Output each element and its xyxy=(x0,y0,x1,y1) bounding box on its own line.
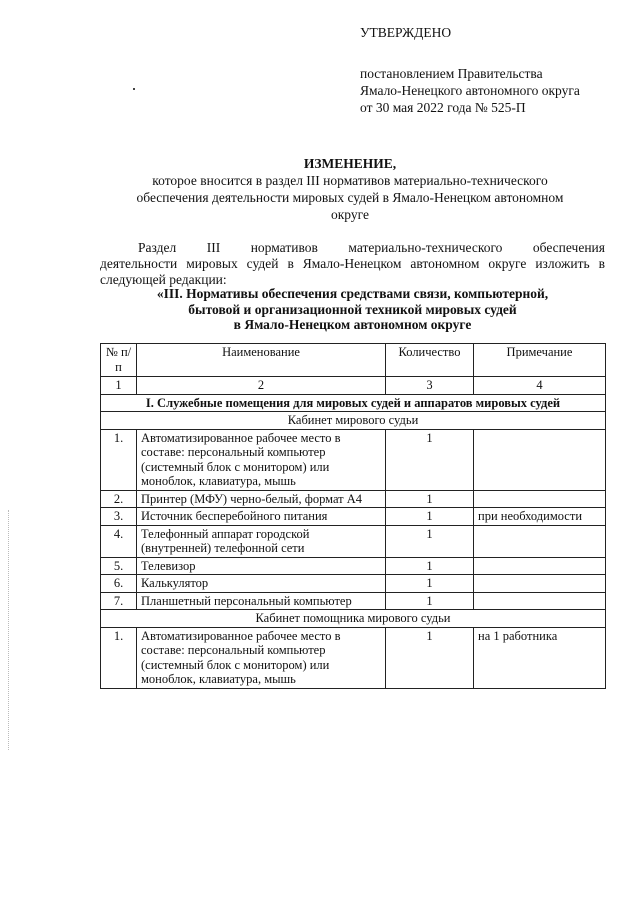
cell-num: 5. xyxy=(101,557,137,575)
col-number: 4 xyxy=(474,377,606,395)
approval-line: постановлением Правительства xyxy=(360,66,543,81)
cell-qty: 1 xyxy=(386,627,474,688)
col-number: 1 xyxy=(101,377,137,395)
approval-heading: УТВЕРЖДЕНО xyxy=(360,25,452,40)
cell-name: Источник бесперебойного питания xyxy=(137,508,386,526)
title-main: ИЗМЕНЕНИЕ, xyxy=(303,156,397,171)
scan-speck xyxy=(133,88,135,90)
cell-qty: 1 xyxy=(386,490,474,508)
table-row xyxy=(101,627,606,688)
cell-num: 2. xyxy=(101,490,137,508)
cell-qty: 1 xyxy=(386,592,474,610)
cell-name: Калькулятор xyxy=(137,575,386,593)
cell-note xyxy=(474,429,606,490)
col-number: 2 xyxy=(137,377,386,395)
rows-group-2 xyxy=(101,627,606,688)
approval-block xyxy=(360,24,580,116)
cell-name: Автоматизированное рабочее место в составе: персональный компьютер (системный блок с монитором) или моноблок, клавиатура, мышь xyxy=(137,429,386,490)
cell-name: Телефонный аппарат городской (внутренней) телефонной сети xyxy=(137,525,386,557)
table-row xyxy=(101,525,606,557)
scan-margin-marks xyxy=(8,510,10,750)
cell-note: на 1 работника xyxy=(474,627,606,688)
intro-first-line: Раздел III нормативов материально-технического обеспечения xyxy=(138,240,605,255)
document-title xyxy=(100,155,600,223)
cell-note xyxy=(474,592,606,610)
subsection-row xyxy=(101,610,606,628)
section-line: «III. Нормативы обеспечения средствами связи, компьютерной, xyxy=(156,286,549,301)
cell-name: Телевизор xyxy=(137,557,386,575)
cell-num: 1. xyxy=(101,627,137,688)
section-line: бытовой и организационной техникой мировых судей xyxy=(188,301,517,317)
header-num: № п/п xyxy=(101,344,137,377)
cell-qty: 1 xyxy=(386,525,474,557)
cell-note xyxy=(474,575,606,593)
cell-num: 6. xyxy=(101,575,137,593)
subsection-title: Кабинет помощника мирового судьи xyxy=(101,610,606,628)
table-row xyxy=(101,575,606,593)
cell-num: 1. xyxy=(101,429,137,490)
table-header-row xyxy=(101,344,606,377)
table-row xyxy=(101,557,606,575)
table-row xyxy=(101,592,606,610)
cell-note xyxy=(474,525,606,557)
cell-num: 4. xyxy=(101,525,137,557)
approval-line: Ямало-Ненецкого автономного округа xyxy=(360,83,580,98)
subsection-row xyxy=(101,412,606,430)
cell-qty: 1 xyxy=(386,508,474,526)
intro-rest: деятельности мировых судей в Ямало-Ненецком автономном округе изложить в следующей редакции: xyxy=(100,256,605,287)
cell-note xyxy=(474,490,606,508)
table-row xyxy=(101,490,606,508)
table-row xyxy=(101,508,606,526)
intro-paragraph xyxy=(100,240,605,288)
section-title: I. Служебные помещения для мировых судей и аппаратов мировых судей xyxy=(101,394,606,412)
cell-qty: 1 xyxy=(386,575,474,593)
section-row xyxy=(101,394,606,412)
table-row xyxy=(101,429,606,490)
title-line: обеспечения деятельности мировых судей в Ямало-Ненецком автономном xyxy=(136,190,564,205)
title-line: которое вносится в раздел III нормативов материально-технического xyxy=(152,173,548,188)
norms-table xyxy=(100,343,606,689)
title-line: округе xyxy=(331,207,369,222)
cell-name: Автоматизированное рабочее место в составе: персональный компьютер (системный блок с монитором) или моноблок, клавиатура, мышь xyxy=(137,627,386,688)
col-number: 3 xyxy=(386,377,474,395)
header-qty: Количество xyxy=(386,344,474,377)
cell-num: 3. xyxy=(101,508,137,526)
cell-qty: 1 xyxy=(386,429,474,490)
subsection-title: Кабинет мирового судьи xyxy=(101,412,606,430)
rows-group-1 xyxy=(101,429,606,610)
section-heading xyxy=(100,286,605,333)
header-name: Наименование xyxy=(137,344,386,377)
cell-qty: 1 xyxy=(386,557,474,575)
cell-name: Принтер (МФУ) черно-белый, формат А4 xyxy=(137,490,386,508)
column-number-row xyxy=(101,377,606,395)
cell-num: 7. xyxy=(101,592,137,610)
cell-note xyxy=(474,557,606,575)
approval-line: от 30 мая 2022 года № 525-П xyxy=(360,100,526,115)
header-note: Примечание xyxy=(474,344,606,377)
cell-name: Планшетный персональный компьютер xyxy=(137,592,386,610)
cell-note: при необходимости xyxy=(474,508,606,526)
section-line: в Ямало-Ненецком автономном округе xyxy=(233,317,472,332)
